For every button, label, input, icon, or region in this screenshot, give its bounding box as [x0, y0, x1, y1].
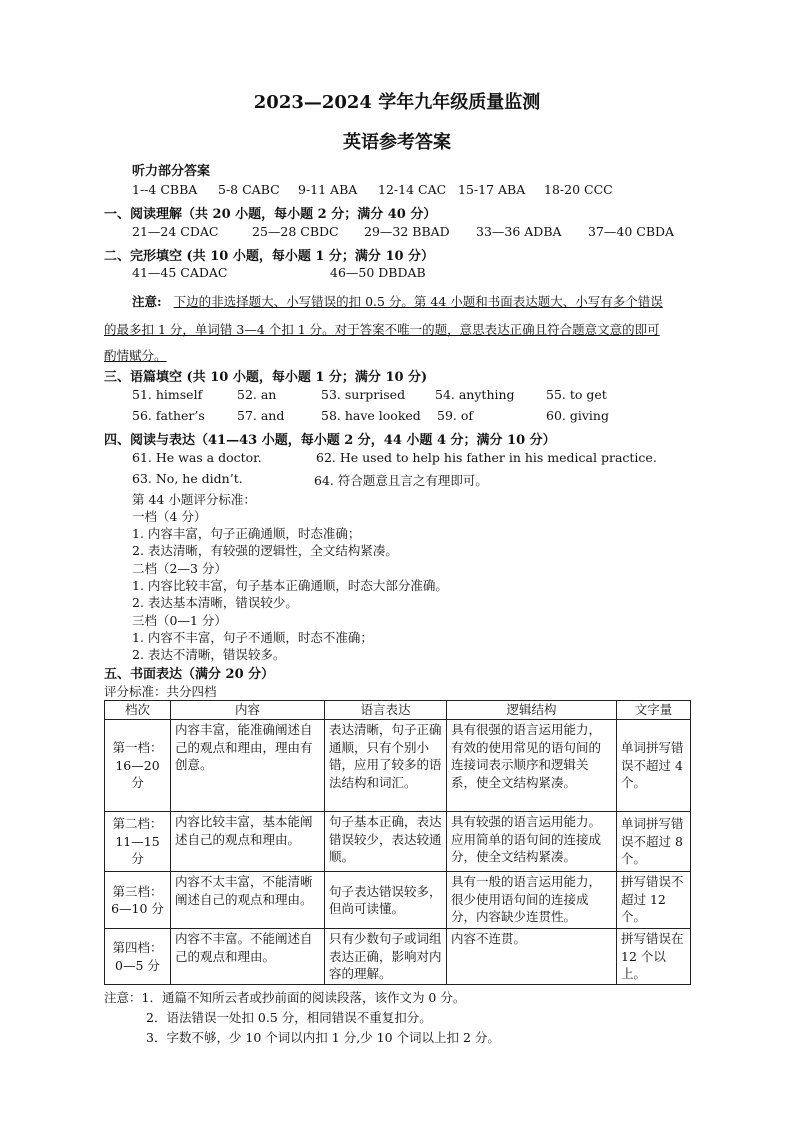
- header-cell: 语言表达: [325, 701, 447, 720]
- page-subtitle: 英语参考答案: [343, 132, 451, 153]
- rubric-header-row: [105, 701, 691, 720]
- level-name: 二档（2—3 分）: [132, 561, 227, 576]
- logic-cell: 具有较强的语言运用能力。应用简单的语句间的连接成分，使全文结构紧凑。: [447, 812, 617, 872]
- answer-group: 41—45 CADAC: [132, 265, 228, 280]
- header-cell: 档次: [105, 701, 171, 720]
- answer-group: 1--4 CBBA: [132, 182, 198, 197]
- writing-note: 2．语法错误一处扣 0.5 分，相同错误不重复扣分。: [146, 1010, 432, 1025]
- table-row: [105, 812, 691, 872]
- reading-expression-heading: 四、阅读与表达（41—43 小题，每小题 2 分，44 小题 4 分；满分 10 分）: [104, 433, 556, 448]
- language-cell: 句子表达错误较多，但尚可读懂。: [325, 872, 447, 929]
- level-cell: 第一档：16—20 分: [105, 720, 171, 812]
- listening-heading: 听力部分答案: [132, 164, 211, 179]
- page-title: 2023—2024 学年九年级质量监测: [253, 92, 541, 113]
- answer-group: 37—40 CBDA: [588, 224, 675, 239]
- answer-group: 5-8 CABC: [218, 182, 280, 197]
- answer-group: 9-11 ABA: [298, 182, 358, 197]
- language-cell: 表达清晰，句子正确通顺，只有个别小错，应用了较多的语法结构和词汇。: [325, 720, 447, 812]
- language-cell: 只有少数句子或词组表达正确，影响对内容的理解。: [325, 929, 447, 985]
- table-row: [105, 872, 691, 929]
- answer-item: 53. surprised: [321, 387, 406, 402]
- header-cell: 内容: [171, 701, 325, 720]
- answer-group: 33—36 ADBA: [476, 224, 562, 239]
- answer-item: 52. an: [237, 387, 277, 402]
- grammar-answers-row-2: [0, 408, 794, 426]
- answer-item: 59. of: [437, 408, 474, 423]
- reading-answers: [0, 224, 794, 242]
- content-cell: 内容不太丰富，不能清晰阐述自己的观点和理由。: [171, 872, 325, 929]
- content-cell: 内容不丰富。不能阐述自己的观点和理由。: [171, 929, 325, 985]
- criteria-title: 第 44 小题评分标准：: [132, 492, 256, 507]
- answer-item: 51. himself: [132, 387, 203, 402]
- answer-item: 58. have looked: [321, 408, 421, 423]
- answer-item: 57. and: [237, 408, 285, 423]
- level-item: 1. 内容不丰富，句子不通顺，时态不准确；: [132, 630, 373, 645]
- language-cell: 句子基本正确，表达错误较少，表达较通顺。: [325, 812, 447, 872]
- reading-heading: 一、阅读理解（共 20 小题，每小题 2 分；满分 40 分）: [104, 207, 437, 222]
- writing-criteria: 评分标准：共分四档: [104, 684, 217, 699]
- level-item: 2. 表达清晰，有较强的逻辑性，全文结构紧凑。: [132, 543, 398, 558]
- writing-heading: 五、书面表达（满分 20 分）: [104, 667, 275, 682]
- writing-note: 注意：1．通篇不知所云者或抄前面的阅读段落，该作文为 0 分。: [104, 990, 466, 1005]
- reading-expression-answers-row-2: [0, 471, 794, 489]
- header-cell: 逻辑结构: [447, 701, 617, 720]
- answer-item: 61. He was a doctor.: [132, 450, 262, 465]
- listening-answers: [0, 182, 794, 200]
- answer-item: 64. 符合题意且言之有理即可。: [314, 473, 488, 488]
- note-label: 注意:: [132, 294, 162, 309]
- logic-cell: 具有一般的语言运用能力，很少使用语句间的连接成分，内容缺少连贯性。: [447, 872, 617, 929]
- answer-item: 56. father’s: [132, 408, 205, 423]
- answer-item: 55. to get: [546, 387, 607, 402]
- note-line-2: 的最多扣 1 分，单词错 3—4 个扣 1 分。对于答案不唯一的题，意思表达正确且符合题意文意的即可: [104, 322, 660, 337]
- grammar-heading: 三、语篇填空 (共 10 小题，每小题 1 分；满分 10 分): [104, 370, 428, 385]
- level-name: 一档（4 分）: [132, 509, 207, 524]
- grammar-answers-row-1: [0, 387, 794, 405]
- reading-expression-answers-row-1: [0, 450, 794, 468]
- level-item: 1. 内容比较丰富，句子基本正确通顺，时态大部分准确。: [132, 578, 448, 593]
- answer-item: 60. giving: [546, 408, 609, 423]
- level-cell: 第四档：0—5 分: [105, 929, 171, 985]
- answer-item: 63. No, he didn’t.: [132, 471, 243, 486]
- note-text: 下边的非选择题大、小写错误的扣 0.5 分。第 44 小题和书面表达题大、小写有多个错误: [173, 294, 663, 309]
- answer-group: 25—28 CBDC: [252, 224, 339, 239]
- words-cell: 拼写错误不超过 12 个。: [617, 872, 691, 929]
- logic-cell: 内容不连贯。: [447, 929, 617, 985]
- answer-group: 15-17 ABA: [458, 182, 526, 197]
- content-cell: 内容比较丰富，基本能阐述自己的观点和理由。: [171, 812, 325, 872]
- level-cell: 第三档：6—10 分: [105, 872, 171, 929]
- words-cell: 单词拼写错误不超过 4 个。: [617, 720, 691, 812]
- answer-group: 12-14 CAC: [378, 182, 447, 197]
- level-item: 1. 内容丰富，句子正确通顺，时态准确；: [132, 526, 361, 541]
- header-cell: 文字量: [617, 701, 691, 720]
- answer-item: 54. anything: [435, 387, 515, 402]
- answer-group: 29—32 BBAD: [364, 224, 450, 239]
- rubric-table: [104, 700, 691, 985]
- level-cell: 第二档：11—15 分: [105, 812, 171, 872]
- note-line-3: 酌情赋分。: [104, 348, 167, 363]
- writing-note: 3．字数不够，少 10 个词以内扣 1 分,少 10 个词以上扣 2 分。: [146, 1030, 500, 1045]
- answer-item: 62. He used to help his father in his medical practice.: [316, 450, 657, 465]
- table-row: [105, 929, 691, 985]
- words-cell: 拼写错误在 12 个以上。: [617, 929, 691, 985]
- content-cell: 内容丰富，能准确阐述自己的观点和理由，理由有创意。: [171, 720, 325, 812]
- cloze-heading: 二、完形填空 (共 10 小题，每小题 1 分；满分 10 分）: [104, 249, 435, 264]
- answer-group: 46—50 DBDAB: [330, 265, 426, 280]
- level-item: 2. 表达不清晰，错误较多。: [132, 647, 286, 662]
- note-line-1: [132, 292, 663, 310]
- words-cell: 单词拼写错误不超过 8 个。: [617, 812, 691, 872]
- level-item: 2. 表达基本清晰，错误较少。: [132, 595, 298, 610]
- answer-group: 21—24 CDAC: [132, 224, 219, 239]
- table-row: [105, 720, 691, 812]
- answer-group: 18-20 CCC: [544, 182, 613, 197]
- logic-cell: 具有很强的语言运用能力，有效的使用常见的语句间的连接词表示顺序和逻辑关系，使全文结构紧凑。: [447, 720, 617, 812]
- level-name: 三档（0—1 分）: [132, 613, 227, 628]
- cloze-answers: [0, 265, 794, 283]
